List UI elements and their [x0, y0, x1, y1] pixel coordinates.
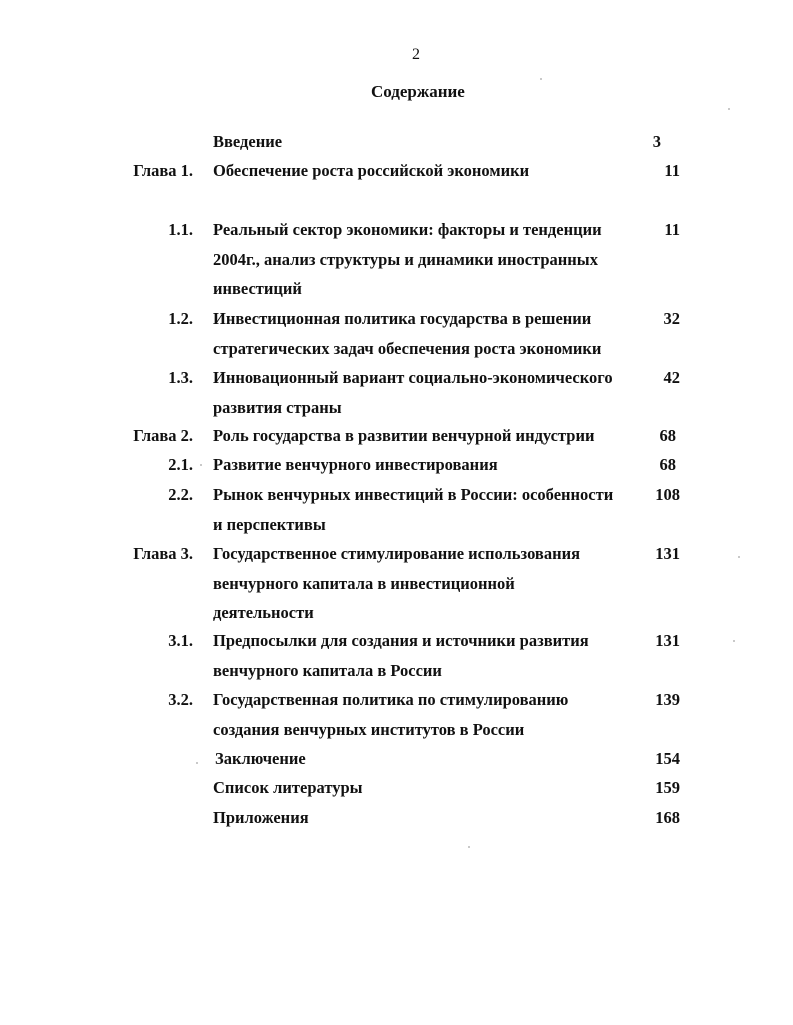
toc-entry-page: 68 [659, 455, 676, 474]
toc-entry-page: 108 [655, 485, 680, 504]
toc-entry-title-line: создания венчурных институтов в России [213, 720, 525, 739]
toc-entry-title-line: Приложения [213, 808, 309, 827]
toc-entry-title-line: Государственное стимулирование использования [213, 544, 581, 563]
page-number: 2 [412, 46, 420, 63]
toc-title: Содержание [371, 82, 465, 101]
toc-entry-page: 154 [655, 749, 680, 768]
toc-entry-title-line: развития страны [213, 398, 342, 417]
toc-entry-label: 3.1. [168, 631, 193, 650]
toc-entry-label: 1.2. [168, 309, 193, 328]
toc-entry-title-line: Заключение [215, 749, 306, 768]
scan-speck [540, 78, 542, 80]
scan-speck [728, 108, 730, 110]
toc-entry-page: 11 [664, 161, 680, 180]
toc-entry-page: 168 [655, 808, 680, 827]
toc-entry-title-line: стратегических задач обеспечения роста экономики [213, 339, 602, 358]
scan-speck [196, 762, 198, 764]
toc-entry-title-line: венчурного капитала в России [213, 661, 442, 680]
scan-speck [200, 464, 202, 466]
toc-entry-label: 1.3. [168, 368, 193, 387]
toc-entry-label: 2.2. [168, 485, 193, 504]
toc-entry-title-line: Роль государства в развитии венчурной индустрии [213, 426, 595, 445]
toc-entry-title-line: Инвестиционная политика государства в решении [213, 309, 592, 328]
toc-entry-title-line: Список литературы [213, 778, 363, 797]
toc-entry-page: 32 [663, 309, 680, 328]
toc-entry-title-line: Развитие венчурного инвестирования [213, 455, 498, 474]
toc-entry-page: 68 [659, 426, 676, 445]
toc-entry-title-line: деятельности [213, 603, 314, 622]
toc-entry-title-line: Предпосылки для создания и источники развития [213, 631, 589, 650]
toc-entry-title-line: 2004г., анализ структуры и динамики иностранных [213, 250, 598, 269]
toc-entry-label: Глава 1. [133, 161, 193, 180]
toc-entry-title-line: Обеспечение роста российской экономики [213, 161, 530, 180]
scan-speck [468, 846, 470, 848]
toc-entry-title-line: Инновационный вариант социально-экономического [213, 368, 613, 387]
toc-entry-title-line: Реальный сектор экономики: факторы и тенденции [213, 220, 602, 239]
toc-entry-label: 3.2. [168, 690, 193, 709]
toc-entry-title-line: и перспективы [213, 515, 326, 534]
toc-entry-label: 1.1. [168, 220, 193, 239]
toc-entry-label: Глава 2. [133, 426, 193, 445]
toc-entry-label: 2.1. [168, 455, 193, 474]
toc-entry-title-line: инвестиций [213, 279, 302, 298]
toc-entry-page: 159 [655, 778, 680, 797]
toc-entry-page: 42 [663, 368, 680, 387]
scan-speck [733, 640, 735, 642]
toc-entry-title-line: Государственная политика по стимулированию [213, 690, 569, 709]
toc-entry-page: 3 [652, 132, 661, 151]
toc-entry-page: 131 [655, 544, 680, 563]
toc-entry-page: 139 [655, 690, 680, 709]
toc-entry-title-line: Введение [213, 132, 283, 151]
toc-entry-page: 11 [664, 220, 680, 239]
scan-speck [738, 556, 740, 558]
toc-entry-title-line: венчурного капитала в инвестиционной [213, 574, 515, 593]
toc-entry-label: Глава 3. [133, 544, 193, 563]
toc-entry-title-line: Рынок венчурных инвестиций в России: особенности [213, 485, 614, 504]
toc-entry-page: 131 [655, 631, 680, 650]
